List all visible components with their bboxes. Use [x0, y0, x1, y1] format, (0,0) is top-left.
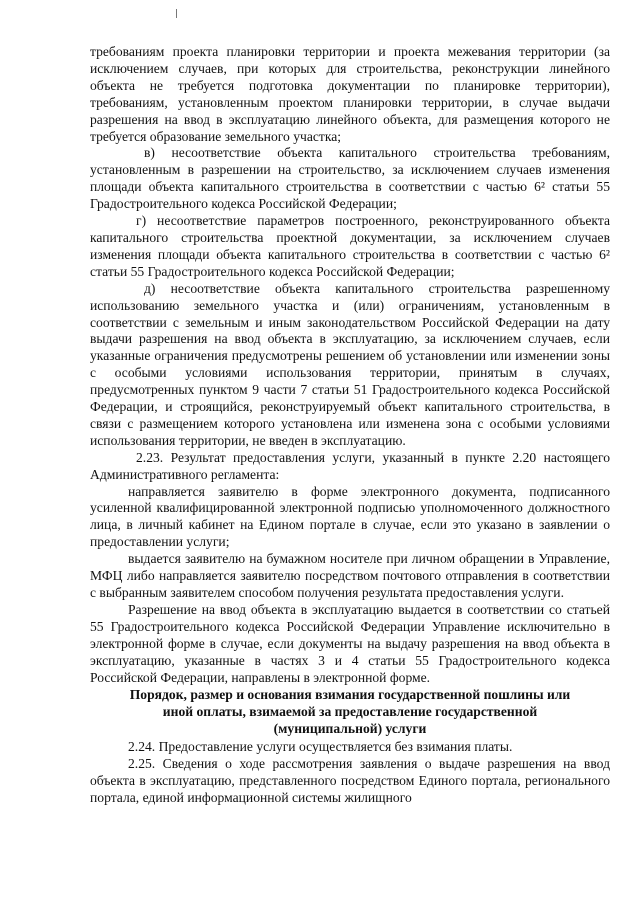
paragraph-2-24: 2.24. Предоставление услуги осуществляется без взимания платы.: [128, 739, 513, 755]
paragraph-permit-issuance: Разрешение на ввод объекта в эксплуатацию выдается в соответствии со статьей 55 Градостроительного кодекса Российской Федерации Управление исключительно в электронной форме в случае, если документы на выдачу разрешения на ввод объекта в эксплуатацию, указанные в частях 3 и 4 статьи 55 Градостроительного кодекса Российской Федерации, направлены в электронной форме.: [90, 601, 610, 685]
scan-artifact: [176, 9, 177, 18]
paragraph-item-v: в) несоответствие объекта капитального строительства требованиям, установленным в разрешении на строительство, за исключением случаев изменения площади объекта капитального строительства в соответствии с частью 6² статьи 55 Градостроительного кодекса Российской Федерации;: [90, 145, 610, 212]
section-heading-line-3: (муниципальной) услуги: [273, 721, 427, 737]
section-heading-line-2: иной оплаты, взимаемой за предоставление государственной: [162, 704, 538, 720]
paragraph-item-g: г) несоответствие параметров построенного, реконструированного объекта капитального строительства проектной документации, за исключением случаев изменения площади объекта капитального строительства в соответствии с частью 6² статьи 55 Градостроительного кодекса Российской Федерации;: [90, 213, 610, 279]
paragraph-item-d: д) несоответствие объекта капитального строительства разрешенному использованию земельного участка и (или) ограничениям, установленным в соответствии с земельным и иным законодательством Российской Федерации на дату выдачи разрешения на ввод объекта в эксплуатацию, за исключением случаев, если указанные ограничения предусмотрены решением об установлении или изменении зоны с особыми условиями использования территории, принятым в случаях, предусмотренных пунктом 9 части 7 статьи 51 Градостроительного кодекса Российской Федерации, и строящийся, реконструируемый объект капитального строительства, в связи с размещением которого установлена или изменена зона с особыми условиями использования территории, не введен в эксплуатацию.: [90, 280, 610, 448]
paragraph-paper-delivery: выдается заявителю на бумажном носителе при личном обращении в Управление, МФЦ либо направляется заявителю посредством почтового отправления в соответствии с выбранным заявителем способом получения результата предоставления услуги.: [90, 551, 610, 600]
paragraph-2-23: 2.23. Результат предоставления услуги, указанный в пункте 2.20 настоящего Административного регламента:: [90, 449, 610, 482]
paragraph-2-25: 2.25. Сведения о ходе рассмотрения заявления о выдаче разрешения на ввод объекта в эксплуатацию, представленного посредством Единого портала, регионального портала, единой информационной системы жилищного: [90, 756, 610, 805]
paragraph-planning-requirements: требованиям проекта планировки территории и проекта межевания территории (за исключением случаев, при которых для строительства, реконструкции линейного объекта не требуется подготовка документации по планировке территории), требованиям, установленным проектом планировки территории, в случае выдачи разрешения на ввод в эксплуатацию линейного объекта, для размещения которого не требуется образование земельного участка;: [90, 44, 610, 144]
paragraph-electronic-delivery: направляется заявителю в форме электронного документа, подписанного усиленной квалифицированной электронной подписью уполномоченного должностного лица, в личный кабинет на Едином портале в случае, если это указано в заявлении о предоставлении услуги;: [90, 483, 610, 550]
section-heading-line-1: Порядок, размер и основания взимания государственной пошлины или: [129, 687, 571, 703]
section-heading: [90, 687, 610, 738]
